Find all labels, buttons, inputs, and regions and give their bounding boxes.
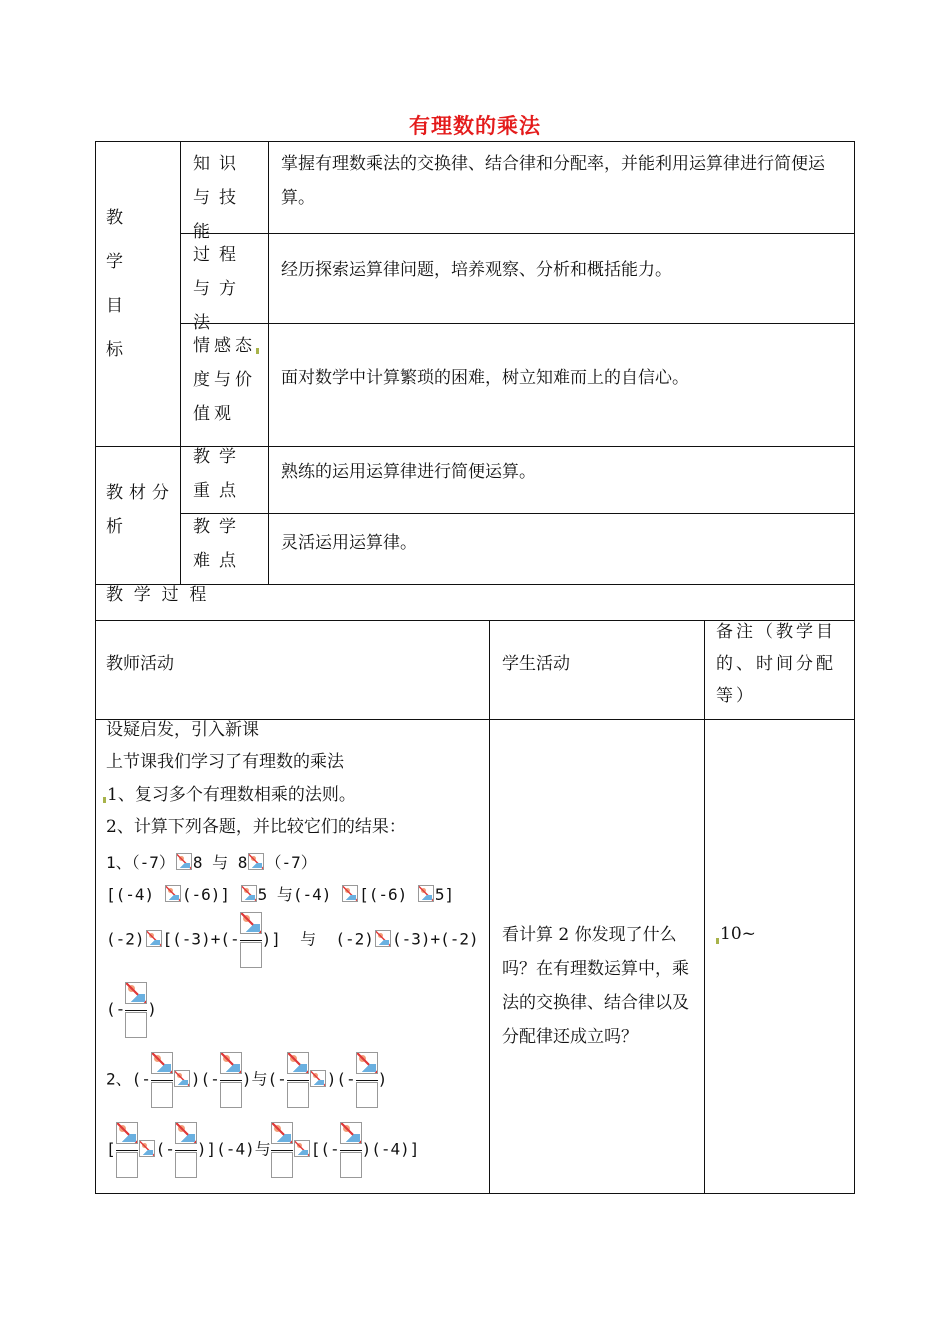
fraction-image: [287, 1052, 309, 1108]
expr-text: (-2): [106, 929, 145, 949]
objective-label-attitude: 情感态度与价值观: [193, 336, 256, 424]
expr-text: [: [106, 1139, 116, 1159]
expr-text: 2、(-: [106, 1069, 151, 1089]
multiply-image-icon: [174, 1070, 190, 1087]
expr-text: (-6)]: [181, 885, 240, 904]
multiply-image-icon: [146, 930, 162, 947]
fraction-image: [220, 1052, 242, 1108]
col-student-header: 学生活动: [502, 654, 570, 674]
multiply-image-icon: [294, 1140, 310, 1157]
expr-text: )(-: [190, 1069, 220, 1089]
expr-text: [(-6): [359, 885, 408, 904]
expr-text: )(-4)]: [361, 1139, 420, 1159]
expr-text: 5 与(-4): [257, 885, 332, 904]
notes-time: 10~: [720, 924, 756, 944]
text-marker: [103, 797, 106, 803]
expression-line-1: [106, 850, 317, 873]
expr-text: (-: [106, 999, 126, 1019]
col-notes-header: 备注（教学目的、时间分配等）: [716, 622, 836, 706]
objective-label-process: 过程与方法: [193, 245, 245, 333]
analysis-label-difficulty: 教学难点: [193, 517, 245, 571]
objectives-header: [106, 196, 136, 372]
text-marker: [256, 348, 259, 354]
objective-label-knowledge: 知识与技能: [193, 154, 245, 242]
fraction-image: [175, 1122, 197, 1178]
analysis-label-key: 教学重点: [193, 447, 245, 501]
expr-text: (-3)+(-2): [391, 929, 479, 949]
teacher-line: 1、复习多个有理数相乘的法则。: [107, 785, 356, 805]
objectives-header-char: 目: [106, 296, 123, 316]
expr-text: 1、（-7）: [106, 853, 175, 872]
expr-text: )与(-: [241, 1069, 287, 1089]
teacher-line: 2、计算下列各题，并比较它们的结果：: [106, 817, 406, 837]
objectives-header-char: 学: [106, 252, 123, 272]
fraction-image: [356, 1052, 378, 1108]
fraction-image: [125, 982, 147, 1038]
expr-text: [(-: [310, 1139, 340, 1159]
expression-line-4: [106, 982, 157, 1038]
multiply-image-icon: [310, 1070, 326, 1087]
objective-content-attitude: 面对数学中计算繁琐的困难，树立知难而上的自信心。: [281, 368, 689, 388]
text-marker: [716, 938, 719, 944]
multiply-image-icon: [418, 885, 434, 902]
multiply-image-icon: [342, 885, 358, 902]
analysis-header: 教材分析: [106, 483, 175, 537]
student-activity-text: 看计算 2 你发现了什么吗？在有理数运算中，乘法的交换律、结合律以及分配律还成立吗？: [502, 925, 689, 1047]
multiply-image-icon: [165, 885, 181, 902]
expr-text: (-2): [335, 929, 374, 949]
expr-text: )](-4)与: [196, 1139, 271, 1159]
fraction-image: [116, 1122, 138, 1178]
fraction-image: [340, 1122, 362, 1178]
expr-text: ): [147, 999, 157, 1019]
multiply-image-icon: [241, 885, 257, 902]
expr-text: (-: [155, 1139, 175, 1159]
objectives-header-char: 教: [106, 208, 123, 228]
expr-text: )]: [261, 929, 281, 949]
expr-text: 5]: [434, 885, 455, 904]
expr-text: [(-4): [106, 885, 155, 904]
process-header: 教 学 过 程: [106, 585, 207, 605]
col-teacher-header: 教师活动: [106, 654, 174, 674]
objective-content-knowledge: 掌握有理数乘法的交换律、结合律和分配率，并能利用运算律进行简便运算。: [281, 154, 825, 208]
expr-text: )(-: [326, 1069, 356, 1089]
expression-line-3: [106, 912, 479, 970]
analysis-content-key: 熟练的运用运算律进行简便运算。: [281, 462, 536, 482]
multiply-image-icon: [375, 930, 391, 947]
objectives-header-char: 标: [106, 340, 123, 360]
expr-text: 与: [300, 929, 317, 949]
teacher-line: 上节课我们学习了有理数的乘法: [106, 752, 344, 772]
fraction-image: [240, 912, 262, 968]
fraction-image: [271, 1122, 293, 1178]
objective-content-process: 经历探索运算律问题，培养观察、分析和概括能力。: [281, 260, 672, 280]
expr-text: ): [377, 1069, 388, 1089]
analysis-content-difficulty: 灵活运用运算律。: [281, 533, 417, 553]
teacher-line: 设疑启发，引入新课: [106, 720, 259, 740]
expression-line-5: [106, 1052, 387, 1108]
expression-line-6: [106, 1122, 419, 1178]
document-title: 有理数的乘法: [409, 114, 541, 138]
expr-text: 8 与 8: [192, 853, 248, 872]
expr-text: （-7）: [265, 853, 317, 872]
multiply-image-icon: [176, 853, 192, 870]
fraction-image: [151, 1052, 173, 1108]
expression-line-2: [106, 882, 454, 905]
multiply-image-icon: [139, 1140, 155, 1157]
multiply-image-icon: [248, 853, 264, 870]
expr-text: [(-3)+(-: [162, 929, 240, 949]
